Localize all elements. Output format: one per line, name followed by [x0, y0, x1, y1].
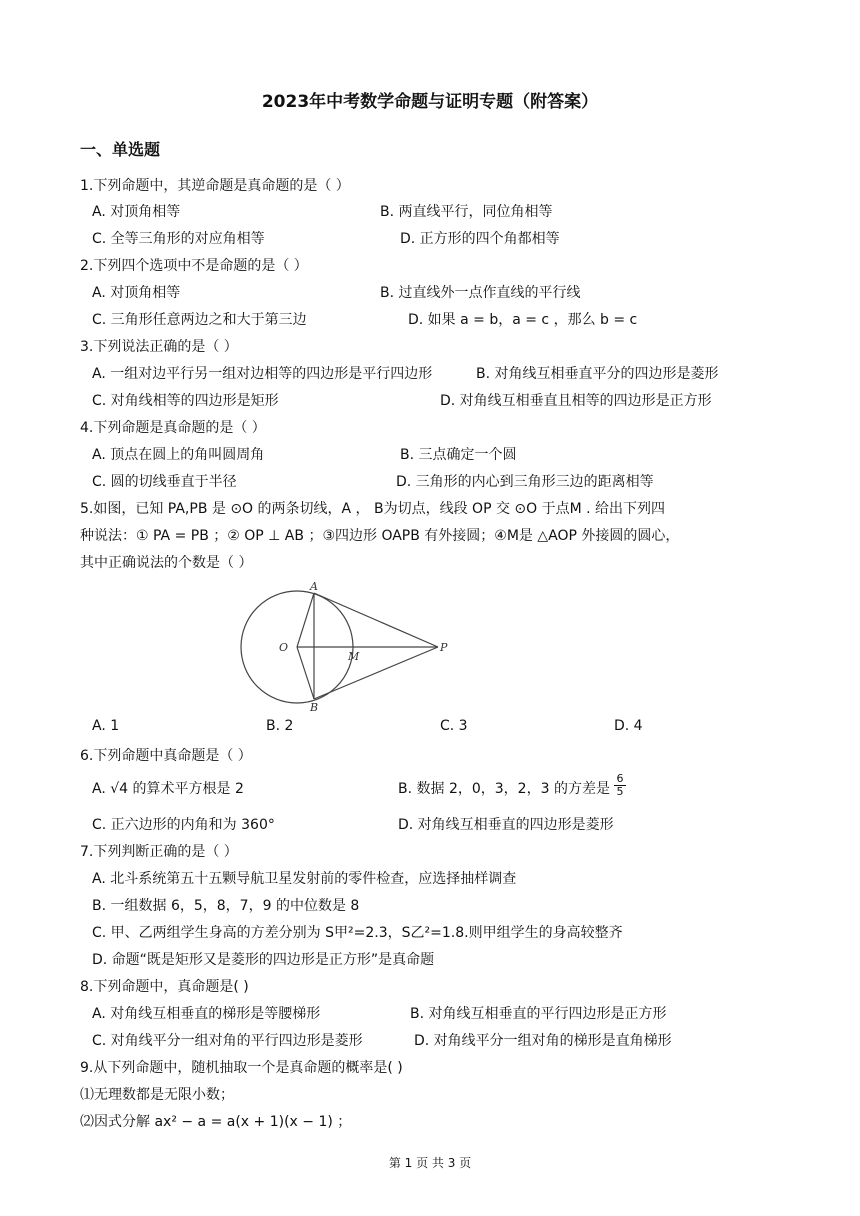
question-4-option-a: A. 顶点在圆上的角叫圆周角 — [92, 447, 265, 463]
question-6-stem: 6.下列命题中真命题是（ ） — [80, 748, 252, 764]
question-7-option-b: B. 一组数据 6，5，8，7，9 的中位数是 8 — [92, 898, 360, 914]
question-7-option-c: C. 甲、乙两组学生身高的方差分别为 S甲²=2.3，S乙²=1.8.则甲组学生的身高较整齐 — [92, 925, 623, 941]
question-6-option-c: C. 正六边形的内角和为 360° — [92, 817, 275, 833]
question-4-option-d: D. 三角形的内心到三角形三边的距离相等 — [396, 474, 654, 490]
label-p: P — [440, 641, 448, 654]
tangent-pa — [314, 593, 438, 647]
question-3-option-a: A. 一组对边平行另一组对边相等的四边形是平行四边形 — [92, 366, 433, 382]
fraction-numerator: 6 — [616, 772, 624, 785]
question-8-option-b: B. 对角线互相垂直的平行四边形是正方形 — [410, 1006, 667, 1022]
question-3-option-b: B. 对角线互相垂直平分的四边形是菱形 — [476, 366, 719, 382]
question-6-option-a: A. √4 的算术平方根是 2 — [92, 781, 244, 797]
question-5-option-b: B. 2 — [266, 718, 294, 734]
segment-ob — [297, 647, 314, 699]
label-m: M — [348, 650, 360, 663]
question-3-option-d: D. 对角线互相垂直且相等的四边形是正方形 — [440, 393, 712, 409]
question-3-stem: 3.下列说法正确的是（ ） — [80, 339, 238, 355]
question-3-option-c: C. 对角线相等的四边形是矩形 — [92, 393, 279, 409]
question-1-stem: 1.下列命题中，其逆命题是真命题的是（ ） — [80, 178, 350, 194]
question-8-stem: 8.下列命题中，真命题是( ) — [80, 979, 249, 995]
question-4-option-b: B. 三点确定一个圆 — [400, 447, 517, 463]
question-2-option-d: D. 如果 a = b，a = c ，那么 b = c — [408, 312, 638, 328]
question-6-fraction — [614, 773, 626, 798]
question-5-line-2: 种说法：① PA = PB ；② OP ⊥ AB ；③四边形 OAPB 有外接圆；④M是 △AOP 外接圆的圆心， — [80, 528, 680, 544]
page-title: 2023年中考数学命题与证明专题（附答案） — [261, 92, 599, 112]
label-o: O — [279, 641, 289, 654]
question-2-option-c: C. 三角形任意两边之和大于第三边 — [92, 312, 307, 328]
question-1-option-c: C. 全等三角形的对应角相等 — [92, 231, 265, 247]
question-1-option-b: B. 两直线平行，同位角相等 — [380, 204, 553, 220]
question-5-line-3: 其中正确说法的个数是（ ） — [80, 555, 253, 571]
question-9-stem: 9.从下列命题中，随机抽取一个是真命题的概率是( ) — [80, 1060, 403, 1076]
question-8-option-a: A. 对角线互相垂直的梯形是等腰梯形 — [92, 1006, 321, 1022]
question-5-option-c: C. 3 — [440, 718, 468, 734]
question-5-option-a: A. 1 — [92, 718, 120, 734]
circle-tangent-figure — [230, 580, 460, 715]
question-2-option-a: A. 对顶角相等 — [92, 285, 181, 301]
question-2-stem: 2.下列四个选项中不是命题的是（ ） — [80, 258, 308, 274]
question-8-option-c: C. 对角线平分一组对角的平行四边形是菱形 — [92, 1033, 363, 1049]
question-5-line-1: 5.如图，已知 PA,PB 是 ⊙O 的两条切线，A ， B为切点，线段 OP 交 ⊙O 于点M . 给出下列四 — [80, 501, 666, 517]
question-9-statement-1: ⑴无理数都是无限小数； — [80, 1087, 234, 1103]
page-footer: 第 1 页 共 3 页 — [388, 1156, 472, 1170]
question-1-option-a: A. 对顶角相等 — [92, 204, 181, 220]
question-4-option-c: C. 圆的切线垂直于半径 — [92, 474, 237, 490]
segment-oa — [297, 593, 314, 647]
fraction-denominator: 5 — [614, 785, 626, 798]
question-7-option-a: A. 北斗系统第五十五颗导航卫星发射前的零件检查，应选择抽样调查 — [92, 871, 517, 887]
label-a: A — [310, 580, 318, 593]
tangent-pb — [314, 647, 438, 699]
question-5-option-d: D. 4 — [614, 718, 643, 734]
question-9-statement-2: ⑵因式分解 ax² − a = a(x + 1)(x − 1) ； — [80, 1114, 352, 1130]
question-6-option-b: B. 数据 2，0，3，2，3 的方差是 — [398, 781, 610, 797]
question-4-stem: 4.下列命题是真命题的是（ ） — [80, 420, 266, 436]
question-8-option-d: D. 对角线平分一组对角的梯形是直角梯形 — [414, 1033, 672, 1049]
question-7-option-d: D. 命题“既是矩形又是菱形的四边形是正方形”是真命题 — [92, 952, 435, 968]
label-b: B — [310, 701, 319, 714]
section-heading: 一、单选题 — [80, 140, 161, 159]
question-7-stem: 7.下列判断正确的是（ ） — [80, 844, 238, 860]
question-1-option-d: D. 正方形的四个角都相等 — [400, 231, 560, 247]
question-6-option-d: D. 对角线互相垂直的四边形是菱形 — [398, 817, 614, 833]
question-2-option-b: B. 过直线外一点作直线的平行线 — [380, 285, 581, 301]
